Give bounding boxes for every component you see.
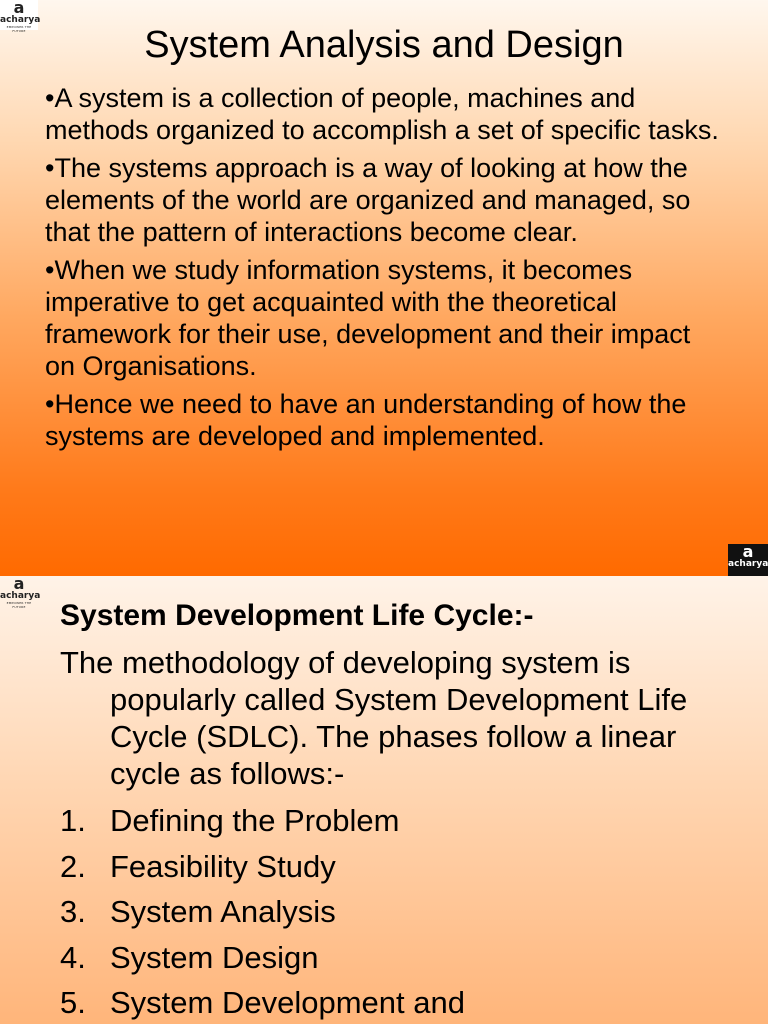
phase-label: System Development and xyxy=(110,985,465,1020)
sdlc-phase-item xyxy=(60,935,720,981)
sdlc-intro xyxy=(60,644,720,792)
logo-mark: a xyxy=(13,0,25,17)
logo-mark: a xyxy=(742,542,754,561)
phase-label: Feasibility Study xyxy=(110,848,336,884)
sdlc-heading: System Development Life Cycle:- xyxy=(60,599,534,632)
sdlc-phase-item xyxy=(60,798,720,844)
slide-title: System Analysis and Design xyxy=(144,24,624,66)
logo-wordmark: acharya xyxy=(0,591,41,601)
logo-mark: a xyxy=(13,576,25,593)
sdlc-phase-list xyxy=(60,798,720,1024)
phase-label: System Analysis xyxy=(110,894,336,929)
bullet-item: •A system is a collection of people, machines and methods organized to accomplish a set of specific tasks. xyxy=(45,83,719,145)
sdlc-intro-first-line: The methodology of developing system is xyxy=(60,645,631,680)
logo-tagline: EMPOWER THE FUTURE xyxy=(6,25,32,33)
phase-number: 2. xyxy=(60,848,86,884)
phase-number: 4. xyxy=(60,939,86,975)
bullet-item: •When we study information systems, it becomes imperative to get acquainted with the theoretical framework for their use, development and their impact on Organisations. xyxy=(45,255,691,381)
phase-label: Defining the Problem xyxy=(110,803,400,838)
sdlc-phase-item xyxy=(60,844,720,890)
bullet-item: •The systems approach is a way of looking at how the elements of the world are organized and managed, so that the pattern of interactions become clear. xyxy=(45,153,691,247)
sdlc-phase-item xyxy=(60,980,720,1024)
acharya-logo xyxy=(0,576,41,609)
sdlc-intro-continuation: popularly called System Development Life Cycle (SDLC). The phases follow a linear cycle as follows:- xyxy=(110,682,688,791)
bullet-item: •Hence we need to have an understanding of how the systems are developed and implemented. xyxy=(45,389,687,451)
phase-number: 3. xyxy=(60,894,86,929)
acharya-logo-dark xyxy=(728,544,768,576)
bullet-list xyxy=(45,82,725,458)
logo-tagline: EMPOWER THE FUTURE xyxy=(6,601,32,609)
slide-sdlc xyxy=(0,576,768,1024)
phase-number: 1. xyxy=(60,803,86,838)
logo-wordmark: acharya xyxy=(728,559,768,569)
phase-number: 5. xyxy=(60,985,86,1020)
phase-label: System Design xyxy=(110,939,319,975)
sdlc-phase-item xyxy=(60,889,720,935)
logo-wordmark: acharya xyxy=(0,15,41,25)
